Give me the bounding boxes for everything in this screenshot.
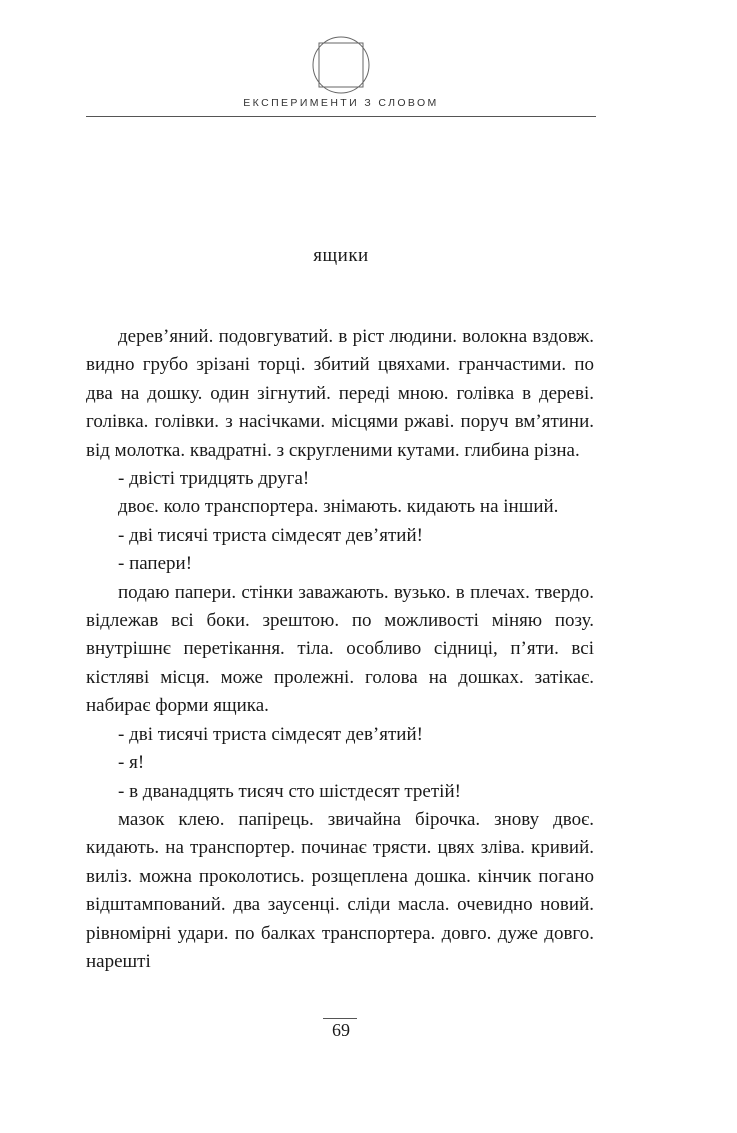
header-rule [86,116,596,117]
page-number: 69 [332,1020,350,1040]
chapter-title: ящики [313,245,369,266]
paragraph: - дві тисячі триста сімдесят дев’ятий! [118,524,423,546]
body-text [86,323,594,976]
paragraph: - двісті тридцять друга! [118,468,310,490]
paragraph: двоє. коло транспортера. знімають. кидають на інший. [118,496,559,518]
paragraph: - в дванадцять тисяч сто шістдесят третій! [118,780,461,802]
running-head: ЕКСПЕРИМЕНТИ З СЛОВОМ [243,97,439,109]
paragraph: дерев’яний. подовгуватий. в ріст людини. волокна вздовж. видно грубо зрізані торці. збитий цвяхами. гранчастими. по два на дошку. один зігнутий. переді мною. голівка в дереві. голівка. голівки. з насічками. місцями ржаві. поруч вм’ятини. від молотка. квадратні. з скругленими кутами. глибина різна. [86,326,594,461]
circle-square-emblem-icon [311,35,371,95]
paragraph: - дві тисячі триста сімдесят дев’ятий! [118,723,423,745]
paragraph: - я! [118,752,145,774]
page-number-rule [323,1018,357,1019]
paragraph: мазок клею. папірець. звичайна бірочка. знову двоє. кидають. на транспортер. починає трясти. цвях зліва. кривий. виліз. можна проколотись. розщеплена дошка. кінчик погано відштампований. два заусенці. сліди масла. очевидно новий. рівномірні удари. по балках транспортера. довго. дуже довго. нарешті [86,808,594,972]
paragraph: подаю папери. стінки заважають. вузько. в плечах. твердо. відлежав всі боки. зрештою. по можливості міняю позу. внутрішнє перетікання. тіла. особливо сідниці, п’яти. всі кістляві місця. може пролежні. голова на дошках. затікає. набирає форми ящика. [86,581,594,717]
paragraph: - папери! [118,553,193,575]
